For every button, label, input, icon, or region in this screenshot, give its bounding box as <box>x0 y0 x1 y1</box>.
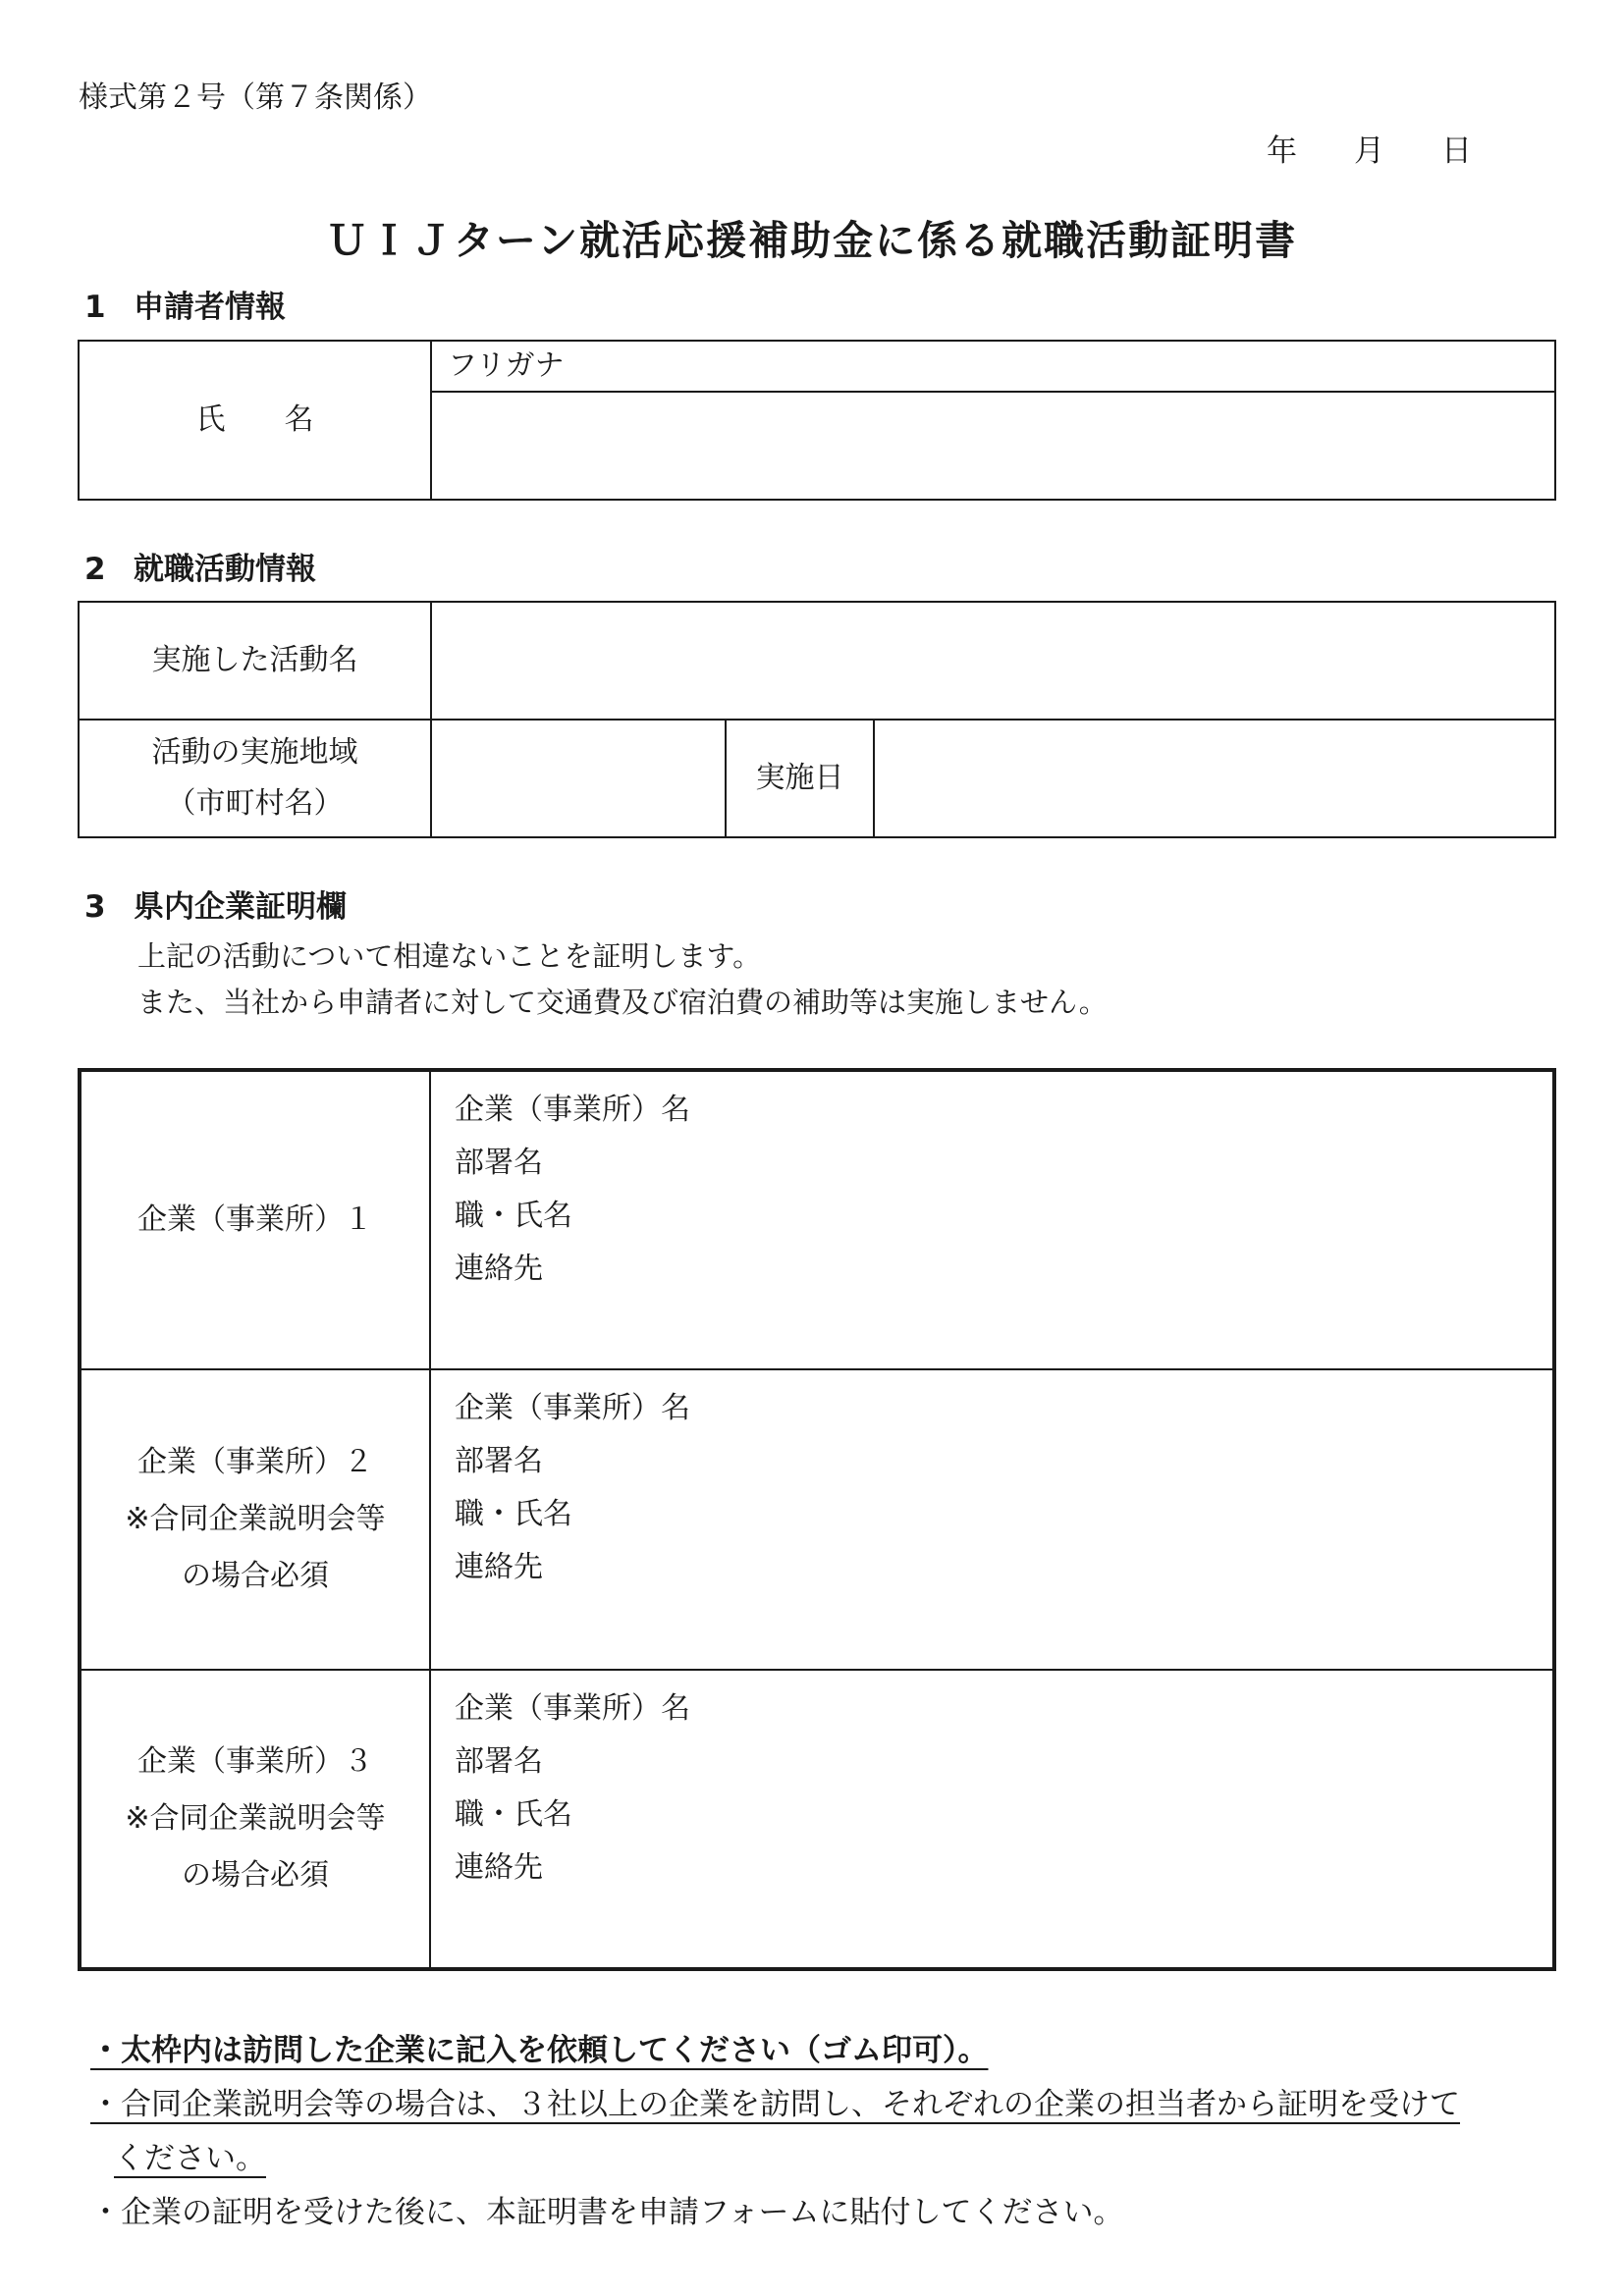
company3-label-line1: 企業（事業所）３ <box>137 1744 373 1779</box>
furigana-label: フリガナ <box>448 348 565 383</box>
section3-heading <box>79 881 347 926</box>
date-line <box>1267 126 1529 170</box>
date-day: 日 <box>1441 133 1472 169</box>
company3-contact-field: 連絡先 <box>455 1850 543 1885</box>
company2-label-line3: の場合必須 <box>182 1559 329 1593</box>
furigana-field[interactable] <box>431 341 1555 392</box>
note-2-line2-wrap <box>90 2132 1460 2186</box>
region-label-line1: 活動の実施地域 <box>151 735 358 770</box>
company2-dept-field: 部署名 <box>455 1444 543 1478</box>
company3-dept-field: 部署名 <box>455 1744 543 1779</box>
certification-line2: また、当社から申請者に対して交通費及び宿泊費の補助等は実施しません。 <box>137 986 1108 1019</box>
company1-dept-field: 部署名 <box>455 1146 543 1180</box>
company-row-3 <box>80 1670 1554 1969</box>
company1-fields[interactable] <box>430 1070 1554 1369</box>
region-field[interactable] <box>431 720 726 837</box>
company3-label <box>80 1670 430 1969</box>
section2-title: 就職活動情報 <box>134 552 316 587</box>
date-label: 実施日 <box>726 720 874 837</box>
company1-label-line1: 企業（事業所）１ <box>137 1202 373 1237</box>
company2-label <box>80 1369 430 1670</box>
date-month: 月 <box>1354 133 1384 169</box>
notes <box>90 2024 1460 2240</box>
section1-heading <box>79 282 286 326</box>
section1-title: 申請者情報 <box>134 290 286 325</box>
company2-fields[interactable] <box>430 1369 1554 1670</box>
note-2-line1: ・合同企業説明会等の場合は、３社以上の企業を訪問し、それぞれの企業の担当者から証明を受けて <box>90 2087 1460 2122</box>
company2-contact-field: 連絡先 <box>455 1550 543 1584</box>
company-row-1 <box>80 1070 1554 1369</box>
company-row-2 <box>80 1369 1554 1670</box>
activity-name-field[interactable] <box>431 602 1555 720</box>
company2-label-line1: 企業（事業所）２ <box>137 1445 373 1479</box>
company-table <box>78 1068 1556 1971</box>
applicant-table <box>78 340 1556 501</box>
note-1: ・太枠内は訪問した企業に記入を依頼してください（ゴム印可）。 <box>90 2033 989 2068</box>
region-label <box>79 720 431 837</box>
name-label: 氏 名 <box>79 341 431 500</box>
section3-number: 3 <box>84 889 106 925</box>
company2-name-field: 企業（事業所）名 <box>455 1391 690 1425</box>
section2-heading <box>79 544 316 588</box>
page-title: ＵＩＪターン就活応援補助金に係る就職活動証明書 <box>326 217 1298 264</box>
company3-fields[interactable] <box>430 1670 1554 1969</box>
company1-label <box>80 1070 430 1369</box>
name-field[interactable] <box>431 392 1555 500</box>
section1-number: 1 <box>84 290 106 325</box>
region-label-line2: （市町村名） <box>166 786 344 821</box>
note-3: ・企業の証明を受けた後に、本証明書を申請フォームに貼付してください。 <box>90 2195 1124 2230</box>
activity-table <box>78 601 1556 838</box>
section3-title: 県内企業証明欄 <box>134 889 347 925</box>
company2-label-line2: ※合同企業説明会等 <box>125 1502 386 1536</box>
company1-contact-field: 連絡先 <box>455 1252 543 1286</box>
company1-name-field: 企業（事業所）名 <box>455 1093 690 1127</box>
note-2-line2: ください。 <box>114 2141 266 2176</box>
certification-line1: 上記の活動について相違ないことを証明します。 <box>137 939 762 973</box>
activity-name-label: 実施した活動名 <box>79 602 431 720</box>
company3-label-line3: の場合必須 <box>182 1858 329 1893</box>
form-number: 様式第２号（第７条関係） <box>79 80 432 115</box>
company3-person-field: 職・氏名 <box>455 1797 572 1832</box>
company2-person-field: 職・氏名 <box>455 1497 572 1531</box>
section2-number: 2 <box>84 552 106 587</box>
company3-name-field: 企業（事業所）名 <box>455 1691 690 1726</box>
date-field[interactable] <box>874 720 1555 837</box>
date-year: 年 <box>1267 133 1297 169</box>
company1-person-field: 職・氏名 <box>455 1199 572 1233</box>
company3-label-line2: ※合同企業説明会等 <box>125 1801 386 1836</box>
certification-text <box>137 934 1108 1026</box>
